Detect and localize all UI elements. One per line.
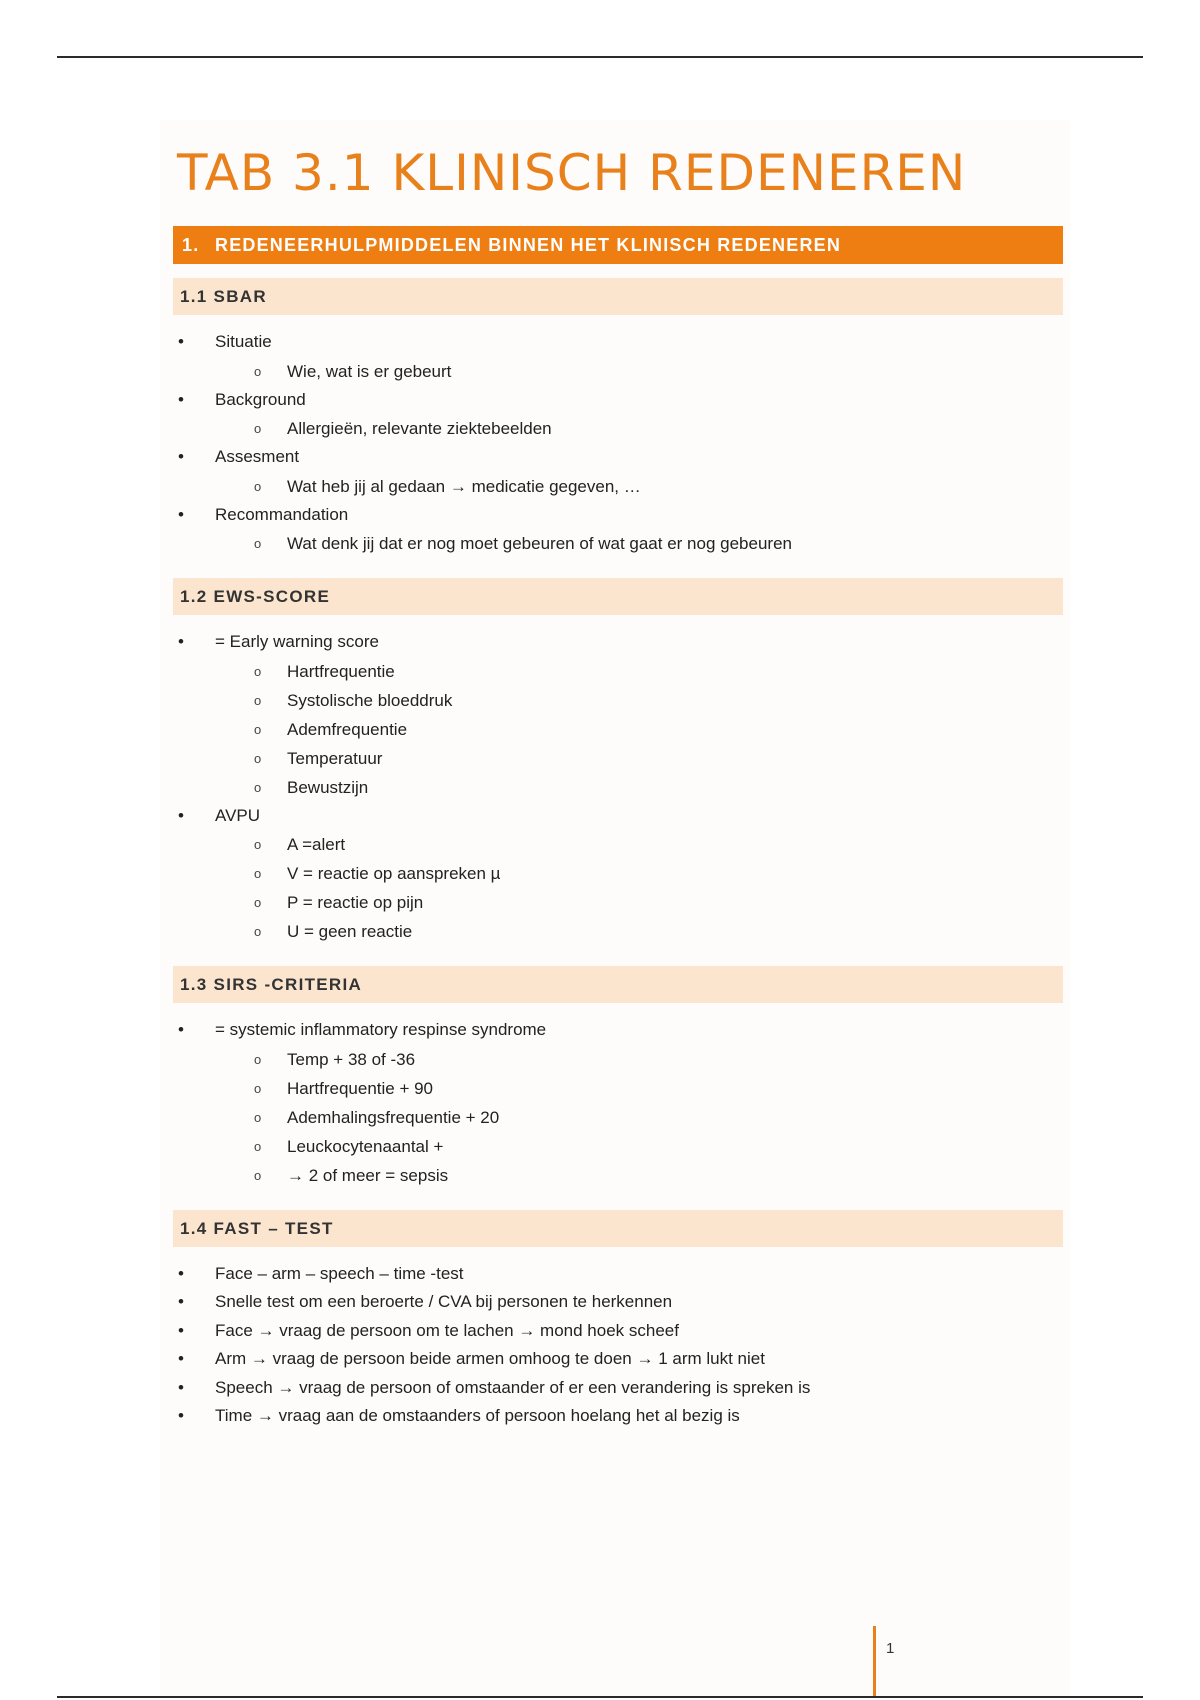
sub-list-item-text: P = reactie op pijn [287,893,424,912]
bullet-circle-icon: o [254,1109,262,1125]
bullet-dot-icon: • [178,1020,184,1039]
list-item [173,501,1063,530]
heading-2: 1.1 SBAR [173,278,1063,315]
sub-list-item [173,472,1063,501]
sub-list-item [173,1161,1063,1190]
sub-list-item-text: A =alert [287,835,346,854]
list-item [173,328,1063,357]
bullet-dot-icon: • [178,332,184,351]
list-item [173,628,1063,657]
list-item-text: Snelle test om een beroerte / CVA bij personen te herkennen [215,1292,673,1311]
list-item [173,1288,1063,1317]
header-rule [57,56,1143,58]
bullet-dot-icon: • [178,1292,184,1311]
bullet-dot-icon: • [178,504,184,524]
bullet-dot-icon: • [178,1263,184,1283]
heading-1-text: REDENEERHULPMIDDELEN BINNEN HET KLINISCH REDENEREN [215,235,842,255]
sub-list-item-text: Bewustzijn [287,777,369,797]
bullet-circle-icon: o [254,1138,262,1154]
bullet-dot-icon: • [178,632,184,651]
list-item [173,1345,1063,1374]
bullet-circle-icon: o [254,536,262,551]
list-item [173,1402,1063,1431]
sub-list-item [173,888,1063,917]
list-item-text: = Early warning score [215,632,379,651]
bullet-circle-icon: o [254,663,262,679]
bullet-circle-icon: o [254,478,262,494]
bullet-circle-icon: o [254,750,262,766]
sub-list-item [173,773,1063,802]
page-number: 1 [886,1640,895,1657]
sub-list-item [173,1132,1063,1161]
bullet-circle-icon: o [254,363,262,379]
list-item-text: Face → vraag de persoon om te lachen → mond hoek scheef [215,1320,679,1340]
sub-list-item [173,657,1063,686]
bullet-circle-icon: o [254,421,262,436]
heading-1-number: 1. [182,235,200,255]
document-title: TAB 3.1 KLINISCH REDENEREN [177,144,967,202]
list-item-text: Face – arm – speech – time -test [215,1263,464,1283]
heading-2: 1.4 FAST – TEST [173,1210,1063,1247]
sub-list-item [173,1045,1063,1074]
section-1 [173,278,1063,558]
list-item-text: Situatie [215,332,272,351]
bullet-circle-icon: o [254,895,262,910]
bullet-list [173,1016,1063,1190]
bullet-circle-icon: o [254,692,262,708]
heading-2: 1.3 SIRS -CRITERIA [173,966,1063,1003]
sub-list-item [173,357,1063,386]
list-item-text: Arm → vraag de persoon beide armen omhoog te doen → 1 arm lukt niet [215,1349,765,1368]
bullet-circle-icon: o [254,1080,262,1096]
bullet-dot-icon: • [178,1320,184,1340]
list-item [173,1260,1063,1289]
bullet-circle-icon: o [254,721,262,737]
sub-list-item [173,859,1063,888]
sub-list-item [173,830,1063,859]
sub-list-item-text: Temp + 38 of -36 [287,1049,416,1069]
bullet-circle-icon: o [254,1167,262,1183]
list-item-text: Time → vraag aan de omstaanders of persoon hoelang het al bezig is [215,1406,740,1425]
sub-list-item [173,1103,1063,1132]
sub-list-item [173,1074,1063,1103]
sections-container [173,278,1063,1431]
heading-2: 1.2 EWS-SCORE [173,578,1063,615]
sub-list-item-text: Hartfrequentie + 90 [287,1078,434,1098]
bullet-circle-icon: o [254,1051,262,1067]
list-item [173,1016,1063,1045]
sub-list-item [173,744,1063,773]
sub-list-item-text: → 2 of meer = sepsis [287,1165,449,1185]
list-item-text: = systemic inflammatory respinse syndrome [215,1020,547,1039]
sub-list-item [173,686,1063,715]
sub-list-item-text: Systolische bloeddruk [287,690,453,710]
footer-rule [57,1696,1143,1698]
section-3 [173,966,1063,1190]
list-item-text: Assesment [215,447,300,466]
bullet-dot-icon: • [178,389,184,409]
list-item [173,386,1063,415]
sub-list-item-text: Wat denk jij dat er nog moet gebeuren of wat gaat er nog gebeuren [287,534,792,553]
sub-list-item [173,414,1063,443]
sub-list-item-text: Hartfrequentie [287,661,395,681]
sub-list-item-text: U = geen reactie [287,922,413,941]
bullet-circle-icon: o [254,866,262,881]
list-item [173,1374,1063,1403]
list-item [173,443,1063,472]
sub-list-item [173,917,1063,946]
bullet-list [173,1260,1063,1431]
list-item [173,802,1063,831]
bullet-dot-icon: • [178,805,184,825]
sub-list-item-text: Ademhalingsfrequentie + 20 [287,1107,500,1127]
bullet-circle-icon: o [254,837,262,852]
sub-list-item-text: Temperatuur [287,748,383,768]
sub-list-item-text: Ademfrequentie [287,719,408,739]
list-item-text: Recommandation [215,504,349,524]
bullet-circle-icon: o [254,779,262,795]
list-item-text: AVPU [215,805,261,825]
heading-1 [173,226,1063,264]
list-item-text: Background [215,389,306,409]
section-4 [173,1210,1063,1431]
sub-list-item-text: Allergieën, relevante ziektebeelden [287,419,552,438]
bullet-dot-icon: • [178,1406,184,1425]
list-item [173,1317,1063,1346]
sub-list-item-text: Wat heb jij al gedaan → medicatie gegeven, … [287,476,641,496]
document-body [173,140,1063,1451]
sub-list-item-text: V = reactie op aanspreken µ [287,864,501,883]
bullet-list [173,328,1063,558]
bullet-dot-icon: • [178,1349,184,1368]
sub-list-item-text: Wie, wat is er gebeurt [287,361,452,381]
bullet-dot-icon: • [178,447,184,466]
list-item-text: Speech → vraag de persoon of omstaander of er een verandering is spreken is [215,1377,811,1397]
bullet-circle-icon: o [254,924,262,939]
bullet-dot-icon: • [178,1377,184,1397]
page-number-rule [873,1626,876,1698]
sub-list-item [173,529,1063,558]
sub-list-item [173,715,1063,744]
sub-list-item-text: Leuckocytenaantal + [287,1136,444,1156]
section-2 [173,578,1063,946]
bullet-list [173,628,1063,946]
